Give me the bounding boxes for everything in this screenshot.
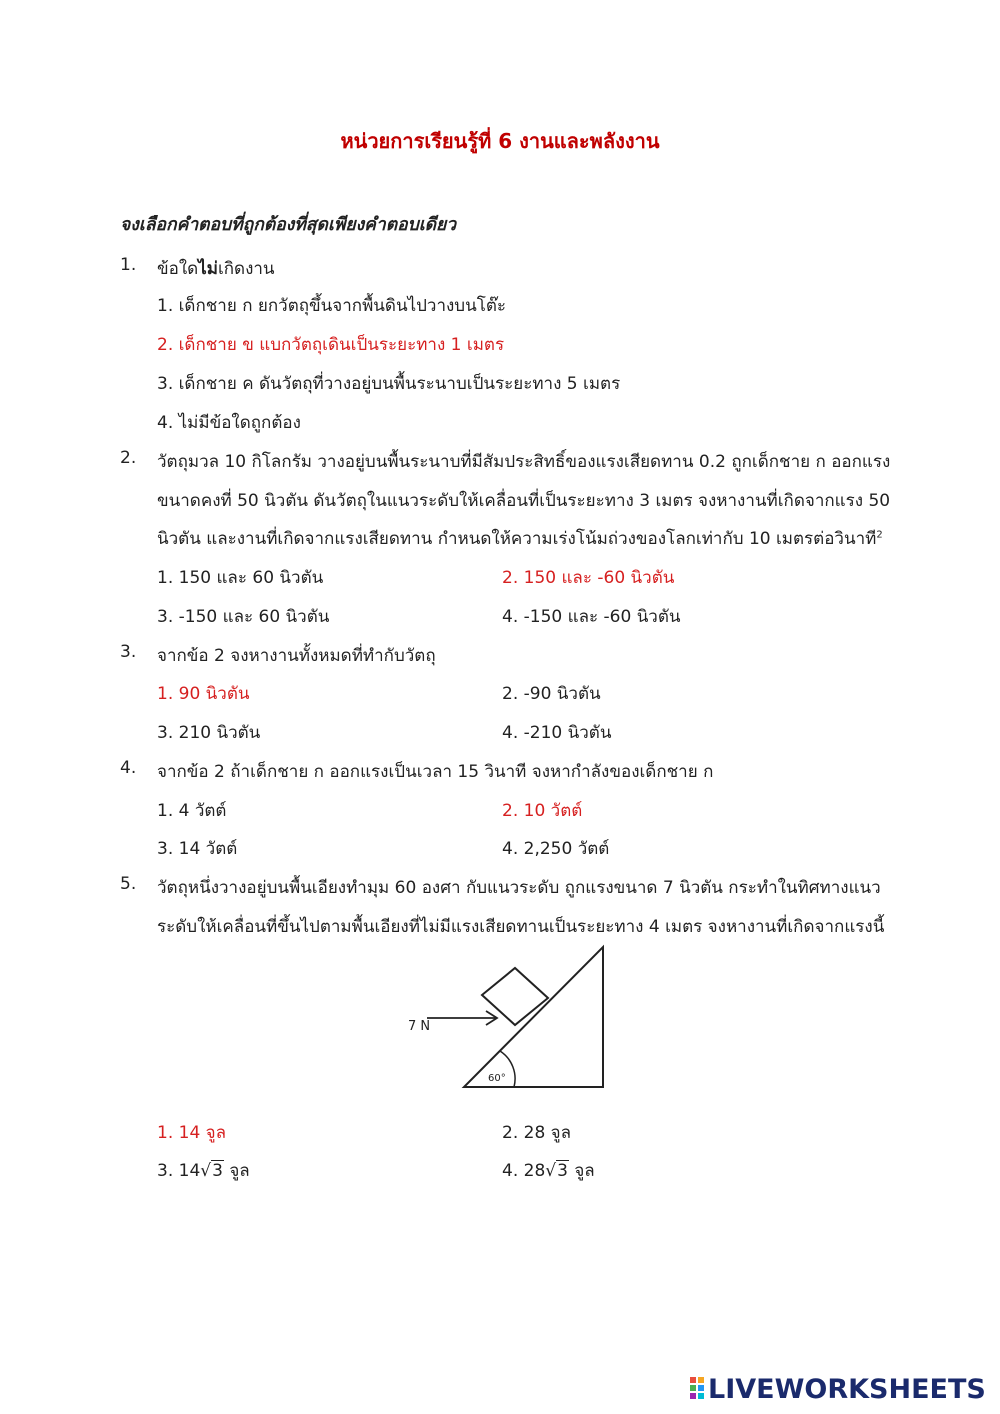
q4-text: จากข้อ 2 ถ้าเด็กชาย ก ออกแรงเป็นเวลา 15 วินาที จงหากำลังของเด็กชาย ก xyxy=(157,762,714,782)
q1-choice-1[interactable]: 1. เด็กชาย ก ยกวัตถุขึ้นจากพื้นดินไปวางบนโต๊ะ xyxy=(157,296,507,316)
q2-line-2: ขนาดคงที่ 50 นิวตัน ดันวัตถุในแนวระดับให้เคลื่อนที่เป็นระยะทาง 3 เมตร จงหางานที่เกิดจากแรง 50 xyxy=(157,491,891,511)
q3-choice-4[interactable]: 4. -210 นิวตัน xyxy=(502,723,612,743)
brand-name: LIVEWORKSHEETS xyxy=(708,1374,986,1405)
q2-choice-2[interactable]: 2. 150 และ -60 นิวตัน xyxy=(502,568,675,588)
q5-choice-2[interactable]: 2. 28 จูล xyxy=(502,1123,572,1143)
q1-choice-4[interactable]: 4. ไม่มีข้อใดถูกต้อง xyxy=(157,413,301,433)
q4-choice-4[interactable]: 4. 2,250 วัตต์ xyxy=(502,839,610,859)
q3-number: 3. xyxy=(120,642,137,662)
q1-choice-3[interactable]: 3. เด็กชาย ค ดันวัตถุที่วางอยู่บนพื้นระนาบเป็นระยะทาง 5 เมตร xyxy=(157,374,621,394)
q4-choice-3[interactable]: 3. 14 วัตต์ xyxy=(157,839,238,859)
q3-choice-2[interactable]: 2. -90 นิวตัน xyxy=(502,684,601,704)
block xyxy=(482,968,548,1025)
page-title: หน่วยการเรียนรู้ที่ 6 งานและพลังงาน xyxy=(340,129,660,153)
q3-choice-3[interactable]: 3. 210 นิวตัน xyxy=(157,723,261,743)
logo-grid-icon xyxy=(690,1375,704,1406)
q2-choice-4[interactable]: 4. -150 และ -60 นิวตัน xyxy=(502,607,681,627)
q2-line-3: นิวตัน และงานที่เกิดจากแรงเสียดทาน กำหนดให้ความเร่งโน้มถ่วงของโลกเท่ากับ 10 เมตรต่อวินาที$^2$ xyxy=(157,529,883,549)
instruction: จงเลือกคำตอบที่ถูกต้องที่สุดเพียงคำตอบเดียว xyxy=(120,215,457,235)
q1-text: ข้อใดไม่เกิดงาน xyxy=(157,259,275,279)
q4-choice-1[interactable]: 1. 4 วัตต์ xyxy=(157,801,227,821)
sqrt-symbol: √3 xyxy=(545,1161,568,1181)
q1-number: 1. xyxy=(120,255,137,275)
q5-choice-1[interactable]: 1. 14 จูล xyxy=(157,1123,227,1143)
q3-text: จากข้อ 2 จงหางานทั้งหมดที่ทำกับวัตถุ xyxy=(157,646,436,666)
q2-line-1: วัตถุมวล 10 กิโลกรัม วางอยู่บนพื้นระนาบที่มีสัมประสิทธิ์ของแรงเสียดทาน 0.2 ถูกเด็กชาย ก ออกแรง xyxy=(157,452,891,472)
sqrt-symbol: √3 xyxy=(200,1161,223,1181)
q2-number: 2. xyxy=(120,448,137,468)
force-label: 7 N xyxy=(408,1019,431,1034)
q5-line-2: ระดับให้เคลื่อนที่ขึ้นไปตามพื้นเอียงที่ไม่มีแรงเสียดทานเป็นระยะทาง 4 เมตร จงหางานที่เกิดจากแรงนี้ xyxy=(157,917,885,937)
q5-number: 5. xyxy=(120,874,137,894)
liveworksheets-logo xyxy=(690,1374,986,1406)
q3-choice-1[interactable]: 1. 90 นิวตัน xyxy=(157,684,250,704)
q4-choice-2[interactable]: 2. 10 วัตต์ xyxy=(502,801,583,821)
q5-choice-4[interactable]: 4. 28√3 จูล xyxy=(502,1161,595,1181)
q1-choice-2[interactable]: 2. เด็กชาย ข แบกวัตถุเดินเป็นระยะทาง 1 เมตร xyxy=(157,335,505,355)
q2-choice-1[interactable]: 1. 150 และ 60 นิวตัน xyxy=(157,568,324,588)
q5-choice-3[interactable]: 3. 14√3 จูล xyxy=(157,1161,250,1181)
q4-number: 4. xyxy=(120,758,137,778)
incline-triangle xyxy=(464,947,603,1087)
q5-line-1: วัตถุหนึ่งวางอยู่บนพื้นเอียงทำมุม 60 องศา กับแนวระดับ ถูกแรงขนาด 7 นิวตัน กระทำในทิศทางแนว xyxy=(157,878,881,898)
angle-label: 60° xyxy=(488,1073,506,1084)
q2-choice-3[interactable]: 3. -150 และ 60 นิวตัน xyxy=(157,607,330,627)
incline-diagram xyxy=(400,940,620,1100)
